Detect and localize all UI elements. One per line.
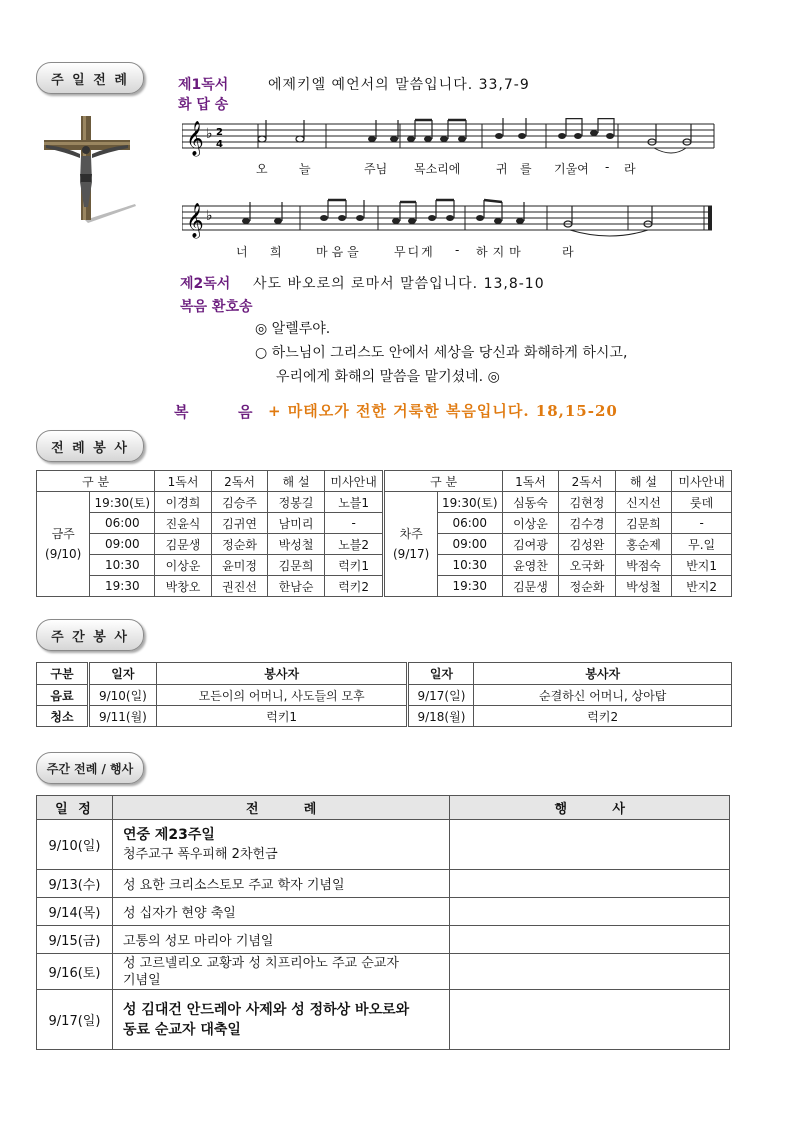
ws-cell: 음료 <box>37 685 89 706</box>
lt-cell: 정순화 <box>559 576 616 597</box>
second-reading-text: 사도 바오로의 로마서 말씀입니다. 13,8-10 <box>253 276 545 292</box>
ev-event-cell <box>450 898 730 926</box>
lt-header-left-4: 미사안내 <box>324 471 384 492</box>
lt-cell: 한남순 <box>268 576 325 597</box>
psalm-lyric-2-5: 하지마 <box>476 245 526 259</box>
alleluia-label: 복음 환호송 <box>180 299 253 315</box>
lt-cell: 19:30(토) <box>437 492 502 513</box>
psalm-lyric-1-2: 주님 <box>364 162 388 176</box>
gospel-label-1: 복 <box>174 403 189 421</box>
liturgy-service-table <box>36 470 732 597</box>
lt-cell: 19:30 <box>437 576 502 597</box>
lt-cell: 신지선 <box>615 492 672 513</box>
ws-header-3: 일자 <box>408 663 474 685</box>
ev-date: 9/14(목) <box>37 898 113 926</box>
lt-cell: 06:00 <box>437 513 502 534</box>
weekly-service-table <box>36 662 732 727</box>
lt-cell: 09:00 <box>437 534 502 555</box>
lt-cell: 김문생 <box>502 576 559 597</box>
svg-text:♭: ♭ <box>206 208 213 224</box>
lt-cell: 10:30 <box>437 555 502 576</box>
lt-cell: 오국화 <box>559 555 616 576</box>
ev-liturgy-line2: 기념일 <box>122 972 161 988</box>
psalm-lyric-1-5: 를 <box>520 162 532 176</box>
psalm-lyric-2-6: 라 <box>562 245 574 259</box>
ev-event-cell <box>450 820 730 870</box>
lt-cell: 김문희 <box>615 513 672 534</box>
lt-header-right-4: 미사안내 <box>672 471 732 492</box>
ws-cell: 럭키2 <box>474 706 732 727</box>
psalm-lyric-1-4: 귀 <box>496 162 508 176</box>
lt-cell: 김수경 <box>559 513 616 534</box>
lt-cell: 김승주 <box>211 492 268 513</box>
music-staff-1 <box>182 118 716 164</box>
ev-header-0: 일 정 <box>37 796 113 820</box>
psalm-lyric-2-1: 희 <box>270 245 282 259</box>
ws-header-0: 구분 <box>37 663 89 685</box>
lt-cell: 김현정 <box>559 492 616 513</box>
lt-cell: - <box>672 513 732 534</box>
psalm-lyric-2-3: 무디게 <box>394 245 435 259</box>
gospel-label-2: 음 <box>238 403 253 421</box>
lt-header-right-1: 1독서 <box>502 471 559 492</box>
ws-cell: 9/10(일) <box>88 685 156 706</box>
ws-cell: 모든이의 어머니, 사도들의 모후 <box>156 685 408 706</box>
alleluia-line-1: ◎ 알렐루야. <box>255 321 331 337</box>
ev-liturgy-line1: 성 고르넬리오 교황과 성 치프리아노 주교 순교자 <box>122 955 399 971</box>
ev-event-cell <box>450 870 730 898</box>
lt-header-left-2: 2독서 <box>211 471 268 492</box>
crucifix-icon <box>40 112 140 224</box>
lt-cell: 정순화 <box>211 534 268 555</box>
ev-liturgy-line2: 청주교구 폭우피해 2차헌금 <box>122 846 278 862</box>
lt-header-left-0: 구 분 <box>37 471 155 492</box>
ev-liturgy-line1: 성 요한 크리소스토모 주교 학자 기념일 <box>112 870 449 898</box>
lt-cell: 이경희 <box>155 492 212 513</box>
lt-cell: 룻데 <box>672 492 732 513</box>
lt-week-left: 금주 (9/10) <box>37 492 90 597</box>
lt-cell: 이상운 <box>502 513 559 534</box>
lt-cell: 심동숙 <box>502 492 559 513</box>
lt-cell: 럭키2 <box>324 576 384 597</box>
psalm-lyric-2-4: - <box>455 243 460 257</box>
lt-cell: 정봉길 <box>268 492 325 513</box>
lt-cell: 19:30(토) <box>90 492 155 513</box>
svg-text:♭: ♭ <box>206 126 213 142</box>
lt-cell: 남미리 <box>268 513 325 534</box>
psalm-lyric-1-6: 기울여 <box>554 162 589 176</box>
ev-liturgy-line1: 연중 제23주일 <box>122 826 215 843</box>
lt-week-right: 차주 (9/17) <box>384 492 437 597</box>
alleluia-line-2: ○ 하느님이 그리스도 안에서 세상을 당신과 화해하게 하시고, <box>255 345 628 361</box>
first-reading-label <box>178 74 228 94</box>
lt-cell: 06:00 <box>90 513 155 534</box>
lt-cell: 박성철 <box>615 576 672 597</box>
lt-cell: 김문생 <box>155 534 212 555</box>
first-reading-title: 제1독서 <box>178 77 229 93</box>
ev-date: 9/10(일) <box>37 820 113 870</box>
psalm-lyric-1-0: 오 <box>256 162 268 176</box>
ws-header-2: 봉사자 <box>156 663 408 685</box>
psalm-label: 화 답 송 <box>178 97 229 113</box>
section-weekly-service: 주 간 봉 사 <box>36 619 144 651</box>
lt-cell: 09:00 <box>90 534 155 555</box>
first-reading-text: 에제키엘 예언서의 말씀입니다. 33,7-9 <box>268 77 530 93</box>
ev-date: 9/16(토) <box>37 954 113 990</box>
ev-liturgy-line1: 성 김대건 안드레아 사제와 성 정하상 바오로와 <box>122 1001 410 1018</box>
svg-text:𝄞: 𝄞 <box>186 121 204 156</box>
lt-cell: - <box>324 513 384 534</box>
ws-header-1: 일자 <box>88 663 156 685</box>
lt-cell: 이상운 <box>155 555 212 576</box>
ev-header-2: 행 사 <box>450 796 730 820</box>
ws-cell: 청소 <box>37 706 89 727</box>
lt-cell: 반지1 <box>672 555 732 576</box>
lt-cell: 노블2 <box>324 534 384 555</box>
lt-cell: 박창오 <box>155 576 212 597</box>
psalm-lyric-1-3: 목소리에 <box>414 162 461 176</box>
section-weekly-events: 주간 전례 / 행사 <box>36 752 144 784</box>
lt-cell: 10:30 <box>90 555 155 576</box>
lt-cell: 김여광 <box>502 534 559 555</box>
lt-cell: 럭키1 <box>324 555 384 576</box>
lt-header-left-1: 1독서 <box>155 471 212 492</box>
ev-liturgy-cell <box>112 820 449 870</box>
ev-liturgy-line1: 성 십자가 현양 축일 <box>112 898 449 926</box>
lt-cell: 윤미정 <box>211 555 268 576</box>
ev-liturgy-line2: 동료 순교자 대축일 <box>122 1021 241 1038</box>
ws-header-4: 봉사자 <box>474 663 732 685</box>
lt-cell: 무.일 <box>672 534 732 555</box>
ev-liturgy-cell <box>112 954 449 990</box>
section-liturgy-service: 전 례 봉 사 <box>36 430 144 462</box>
ev-event-cell <box>450 954 730 990</box>
lt-header-left-3: 해 설 <box>268 471 325 492</box>
ws-cell: 9/18(월) <box>408 706 474 727</box>
events-table <box>36 795 730 1050</box>
psalm-lyric-1-1: 늘 <box>299 162 311 176</box>
ws-cell: 순결하신 어머니, 상아탑 <box>474 685 732 706</box>
lt-cell: 김성완 <box>559 534 616 555</box>
ev-date: 9/17(일) <box>37 990 113 1050</box>
ev-header-1: 전 례 <box>112 796 449 820</box>
lt-cell: 홍순제 <box>615 534 672 555</box>
psalm-lyric-2-0: 너 <box>236 245 248 259</box>
lt-cell: 김귀연 <box>211 513 268 534</box>
svg-text:𝄞: 𝄞 <box>186 203 204 238</box>
gospel-text: + 마태오가 전한 거룩한 복음입니다. 18,15-20 <box>268 402 618 420</box>
ws-cell: 럭키1 <box>156 706 408 727</box>
lt-header-right-3: 해 설 <box>615 471 672 492</box>
ev-event-cell <box>450 926 730 954</box>
lt-cell: 윤영찬 <box>502 555 559 576</box>
ev-event-cell <box>450 990 730 1050</box>
lt-cell: 김문희 <box>268 555 325 576</box>
svg-text:2: 2 <box>216 127 223 138</box>
psalm-lyric-2-2: 마음을 <box>316 245 363 259</box>
section-sunday-liturgy: 주 일 전 례 <box>36 62 144 94</box>
lt-cell: 박점숙 <box>615 555 672 576</box>
lt-cell: 19:30 <box>90 576 155 597</box>
lt-cell: 진윤식 <box>155 513 212 534</box>
lt-cell: 노블1 <box>324 492 384 513</box>
ws-cell: 9/17(일) <box>408 685 474 706</box>
ev-liturgy-cell <box>112 990 449 1050</box>
lt-cell: 박성철 <box>268 534 325 555</box>
music-staff-2 <box>182 198 716 242</box>
lt-header-right-0: 구 분 <box>384 471 502 492</box>
ev-date: 9/13(수) <box>37 870 113 898</box>
svg-text:4: 4 <box>216 139 223 150</box>
second-reading-label: 제2독서 <box>180 276 231 292</box>
ev-liturgy-line1: 고통의 성모 마리아 기념일 <box>112 926 449 954</box>
lt-cell: 반지2 <box>672 576 732 597</box>
alleluia-line-3: 우리에게 화해의 말씀을 맡기셨네. ◎ <box>276 369 500 385</box>
ev-date: 9/15(금) <box>37 926 113 954</box>
psalm-lyric-1-8: 라 <box>624 162 636 176</box>
lt-header-right-2: 2독서 <box>559 471 616 492</box>
psalm-lyric-1-7: - <box>605 160 610 174</box>
ws-cell: 9/11(월) <box>88 706 156 727</box>
lt-cell: 권진선 <box>211 576 268 597</box>
